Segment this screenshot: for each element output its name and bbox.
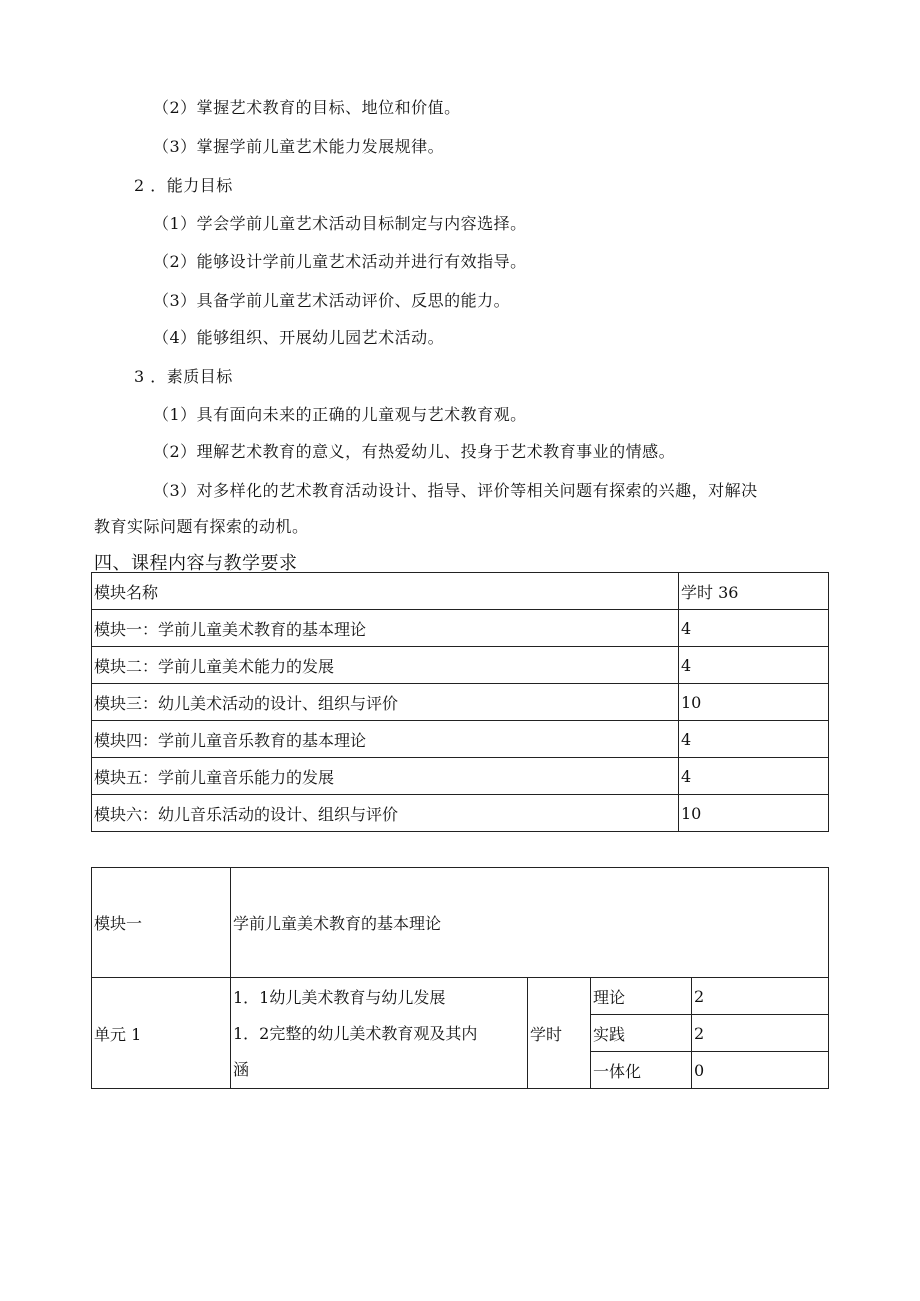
unit-topic-2: 1．2完整的幼儿美术教育观及其内 [233, 1024, 478, 1043]
hours-value: 2 [692, 978, 829, 1015]
objective-quality-3: （3）对多样化的艺术教育活动设计、指导、评价等相关问题有探索的兴趣，对解决 [153, 481, 758, 500]
module-hours-cell: 4 [679, 758, 829, 795]
module-title: 学前儿童美术教育的基本理论 [231, 868, 829, 978]
unit-topic-3: 涵 [233, 1060, 250, 1079]
module-name-cell: 模块一：学前儿童美术教育的基本理论 [92, 610, 679, 647]
header-module-name: 模块名称 [92, 573, 679, 610]
unit-topic-1: 1．1幼儿美术教育与幼儿发展 [233, 988, 446, 1007]
module-hours-cell: 4 [679, 647, 829, 684]
unit-label: 单元 1 [92, 978, 231, 1089]
objective-ability-2: （2）能够设计学前儿童艺术活动并进行有效指导。 [153, 252, 527, 271]
hours-type: 实践 [591, 1015, 692, 1052]
module-name-cell: 模块五：学前儿童音乐能力的发展 [92, 758, 679, 795]
header-hours: 学时 36 [679, 573, 829, 610]
objective-quality-1: （1）具有面向未来的正确的儿童观与艺术教育观。 [153, 405, 527, 424]
module-title-row [92, 868, 829, 978]
hours-label: 学时 [528, 978, 591, 1089]
module-hours-cell: 4 [679, 610, 829, 647]
unit-topics [231, 978, 528, 1089]
module-hours-cell: 4 [679, 721, 829, 758]
subheading-quality-goals: 3 ．素质目标 [134, 367, 233, 386]
module-hours-cell: 10 [679, 684, 829, 721]
module-name-cell: 模块四：学前儿童音乐教育的基本理论 [92, 721, 679, 758]
table-row [92, 684, 829, 721]
hours-value: 0 [692, 1052, 829, 1089]
objective-ability-3: （3）具备学前儿童艺术活动评价、反思的能力。 [153, 291, 511, 310]
objective-knowledge-3: （3）掌握学前儿童艺术能力发展规律。 [153, 137, 445, 156]
table-row [92, 795, 829, 832]
module-detail-table [91, 867, 829, 1089]
hours-type: 理论 [591, 978, 692, 1015]
table-header-row [92, 573, 829, 610]
table-row [92, 758, 829, 795]
module-name-cell: 模块六：幼儿音乐活动的设计、组织与评价 [92, 795, 679, 832]
objective-ability-4: （4）能够组织、开展幼儿园艺术活动。 [153, 328, 445, 347]
module-hours-cell: 10 [679, 795, 829, 832]
unit-row [92, 978, 829, 1015]
module-name-cell: 模块三：幼儿美术活动的设计、组织与评价 [92, 684, 679, 721]
objective-knowledge-2: （2）掌握艺术教育的目标、地位和价值。 [153, 98, 461, 117]
modules-table [91, 572, 829, 832]
objective-ability-1: （1）学会学前儿童艺术活动目标制定与内容选择。 [153, 214, 527, 233]
objective-quality-2: （2）理解艺术教育的意义，有热爱幼儿、投身于艺术教育事业的情感。 [153, 442, 676, 461]
hours-type: 一体化 [591, 1052, 692, 1089]
objective-quality-3-cont: 教育实际问题有探索的动机。 [94, 517, 309, 536]
module-label: 模块一 [92, 868, 231, 978]
table-row [92, 721, 829, 758]
table-row [92, 647, 829, 684]
hours-value: 2 [692, 1015, 829, 1052]
table-row [92, 610, 829, 647]
subheading-ability-goals: 2 ．能力目标 [134, 176, 233, 195]
module-name-cell: 模块二：学前儿童美术能力的发展 [92, 647, 679, 684]
section-heading: 四、课程内容与教学要求 [94, 553, 298, 574]
